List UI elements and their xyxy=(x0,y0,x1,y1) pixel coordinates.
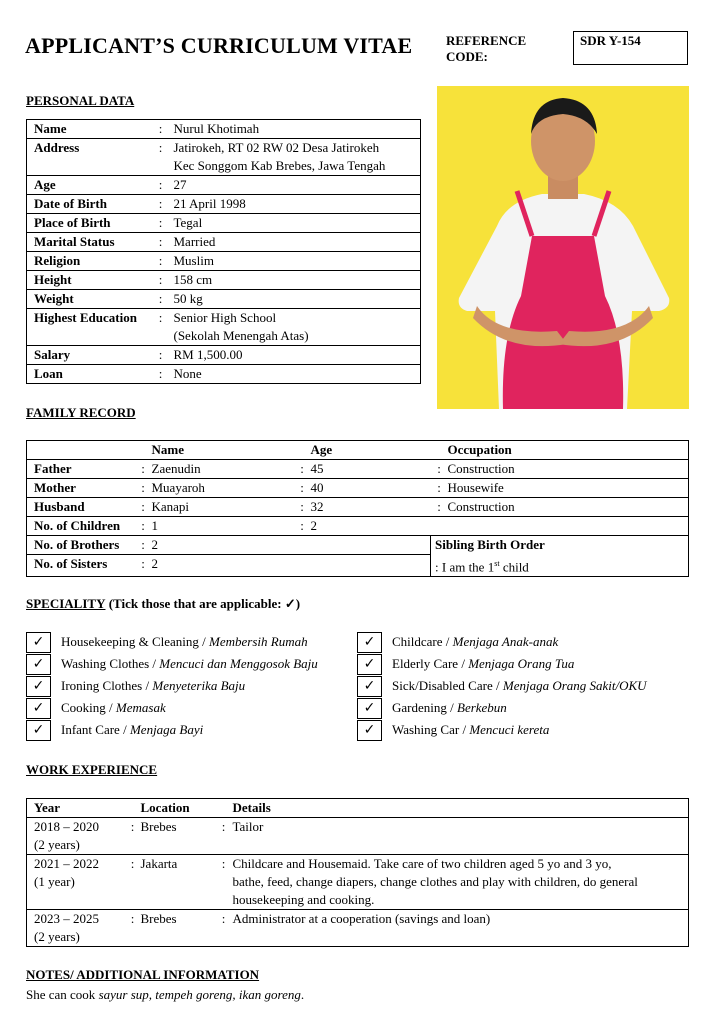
work-experience-heading: WORK EXPERIENCE xyxy=(26,762,158,777)
checkbox-checked[interactable]: ✓ xyxy=(357,654,382,675)
sibling-order-value: : I am the 1st child xyxy=(431,555,689,577)
personal-row: Marital Status : Married xyxy=(27,233,421,252)
speciality-item: ✓ Childcare / Menjaga Anak-anak xyxy=(357,631,558,653)
applicant-photo xyxy=(437,86,689,409)
reference-label: REFERENCE CODE: xyxy=(446,33,527,64)
family-header-age: Age xyxy=(311,441,431,460)
personal-row: Age : 27 xyxy=(27,176,421,195)
personal-row: Address : Jatirokeh, RT 02 RW 02 Desa Jatirokeh Kec Songgom Kab Brebes, Jawa Tengah xyxy=(27,139,421,176)
personal-row: Place of Birth : Tegal xyxy=(27,214,421,233)
speciality-item: ✓ Washing Car / Mencuci kereta xyxy=(357,719,549,741)
notes-text: She can cook sayur sup, tempeh goreng, ikan goreng. xyxy=(26,987,305,1002)
checkbox-checked[interactable]: ✓ xyxy=(357,632,382,653)
family-row-children: No. of Children : 1 : 2 xyxy=(27,517,689,536)
checkbox-checked[interactable]: ✓ xyxy=(26,632,51,653)
personal-row: Weight : 50 kg xyxy=(27,290,421,309)
work-header-row: Year Location Details xyxy=(27,799,689,818)
family-row-father: Father : Zaenudin : 45 : Construction xyxy=(27,460,689,479)
speciality-item: ✓ Infant Care / Menjaga Bayi xyxy=(26,719,203,741)
speciality-item: ✓ Elderly Care / Menjaga Orang Tua xyxy=(357,653,574,675)
page-title: APPLICANT’S CURRICULUM VITAE xyxy=(25,33,413,58)
family-row-sisters: No. of Sisters : 2 : I am the 1st child xyxy=(27,555,689,577)
personal-row: Height : 158 cm xyxy=(27,271,421,290)
personal-row: Name : Nurul Khotimah xyxy=(27,120,421,139)
work-row: 2023 – 2025 (2 years) : Brebes : Administrator at a cooperation (savings and loan) xyxy=(27,910,689,947)
personal-data-heading: PERSONAL DATA xyxy=(26,93,135,108)
personal-row: Date of Birth : 21 April 1998 xyxy=(27,195,421,214)
speciality-item: ✓ Washing Clothes / Mencuci dan Menggosok Baju xyxy=(26,653,318,675)
speciality-item: ✓ Housekeeping & Cleaning / Membersih Rumah xyxy=(26,631,308,653)
speciality-item: ✓ Cooking / Memasak xyxy=(26,697,166,719)
checkbox-checked[interactable]: ✓ xyxy=(357,676,382,697)
checkbox-checked[interactable]: ✓ xyxy=(26,676,51,697)
work-row: 2018 – 2020 (2 years) : Brebes : Tailor xyxy=(27,818,689,855)
family-row-husband: Husband : Kanapi : 32 : Construction xyxy=(27,498,689,517)
speciality-heading: SPECIALITY (Tick those that are applicable: ✓) xyxy=(26,596,301,611)
personal-row: Salary : RM 1,500.00 xyxy=(27,346,421,365)
work-experience-table xyxy=(26,798,689,947)
personal-data-table xyxy=(26,119,421,384)
checkbox-checked[interactable]: ✓ xyxy=(26,654,51,675)
speciality-item: ✓ Gardening / Berkebun xyxy=(357,697,507,719)
family-header-name: Name xyxy=(152,441,294,460)
personal-row: Highest Education : Senior High School (Sekolah Menengah Atas) xyxy=(27,309,421,346)
checkbox-checked[interactable]: ✓ xyxy=(26,698,51,719)
reference-code: SDR Y-154 xyxy=(573,31,688,65)
checkbox-checked[interactable]: ✓ xyxy=(26,720,51,741)
personal-row: Loan : None xyxy=(27,365,421,384)
family-record-heading: FAMILY RECORD xyxy=(26,405,136,420)
family-header-row xyxy=(27,441,689,460)
family-record-table xyxy=(26,440,689,577)
speciality-item: ✓ Sick/Disabled Care / Menjaga Orang Sakit/OKU xyxy=(357,675,647,697)
checkbox-checked[interactable]: ✓ xyxy=(357,720,382,741)
sibling-order-label: Sibling Birth Order xyxy=(431,536,689,555)
work-row: 2021 – 2022 (1 year) : Jakarta : Childcare and Housemaid. Take care of two children aged 5 yo and 3 yo, bathe, feed, change diapers, change clothes and play with children, do general housekeeping and cooking. xyxy=(27,855,689,910)
speciality-item: ✓ Ironing Clothes / Menyeterika Baju xyxy=(26,675,245,697)
personal-row: Religion : Muslim xyxy=(27,252,421,271)
family-row-mother: Mother : Muayaroh : 40 : Housewife xyxy=(27,479,689,498)
family-header-occupation: Occupation xyxy=(448,441,689,460)
checkbox-checked[interactable]: ✓ xyxy=(357,698,382,719)
family-row-brothers: No. of Brothers : 2 Sibling Birth Order xyxy=(27,536,689,555)
notes-heading: NOTES/ ADDITIONAL INFORMATION xyxy=(26,967,260,982)
